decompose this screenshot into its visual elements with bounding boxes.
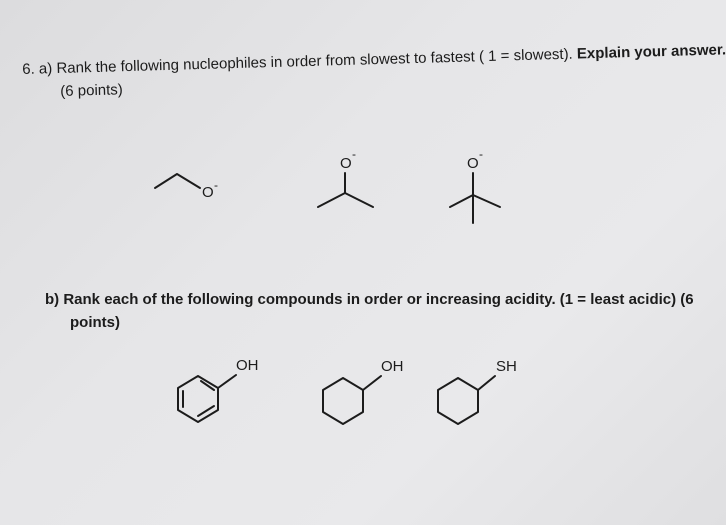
cyclohexanol-structure [318, 350, 428, 430]
isopropoxide-charge: - [352, 147, 356, 161]
question-a-number: 6. a) [22, 60, 53, 78]
cyclohexane-ring-thiol [438, 378, 478, 424]
question-b-points: points) [70, 314, 120, 331]
question-b-line-1 [45, 290, 694, 310]
question-b-prompt: Rank each of the following compounds in order or increasing acidity. (1 = least acidic) (6 [63, 291, 694, 308]
tbutoxide-structure [445, 145, 525, 235]
cyclohexane-ring [323, 378, 363, 424]
cyclohexanol-oh-label: OH [381, 358, 404, 375]
question-b-label: b) [45, 291, 60, 308]
ethoxide-skeleton [155, 174, 200, 188]
question-a-prompt: Rank the following nucleophiles in order from slowest to fastest ( 1 = slowest). [56, 45, 573, 78]
question-a-line-2 [60, 80, 123, 102]
ethoxide-structure [150, 160, 240, 210]
isopropoxide-structure [310, 145, 390, 220]
tbutoxide-skeleton [450, 195, 500, 207]
tbutoxide-charge: - [479, 147, 483, 161]
isopropoxide-skeleton [318, 193, 373, 207]
question-a-emphasis: Explain your answer. [576, 41, 726, 63]
phenol-structure [170, 348, 280, 428]
question-a-points: (6 points) [60, 81, 124, 100]
ethoxide-charge: - [214, 178, 218, 192]
question-b-line-2 [70, 313, 120, 333]
cyclohexanethiol-structure [433, 350, 543, 430]
phenol-oh-label: OH [236, 357, 259, 374]
ethoxide-oxygen-label: O [202, 184, 214, 201]
isopropoxide-oxygen-label: O [340, 155, 352, 172]
cyclohexanethiol-sh-label: SH [496, 358, 517, 375]
question-a-line-1 [22, 40, 726, 80]
tbutoxide-oxygen-label: O [467, 155, 479, 172]
